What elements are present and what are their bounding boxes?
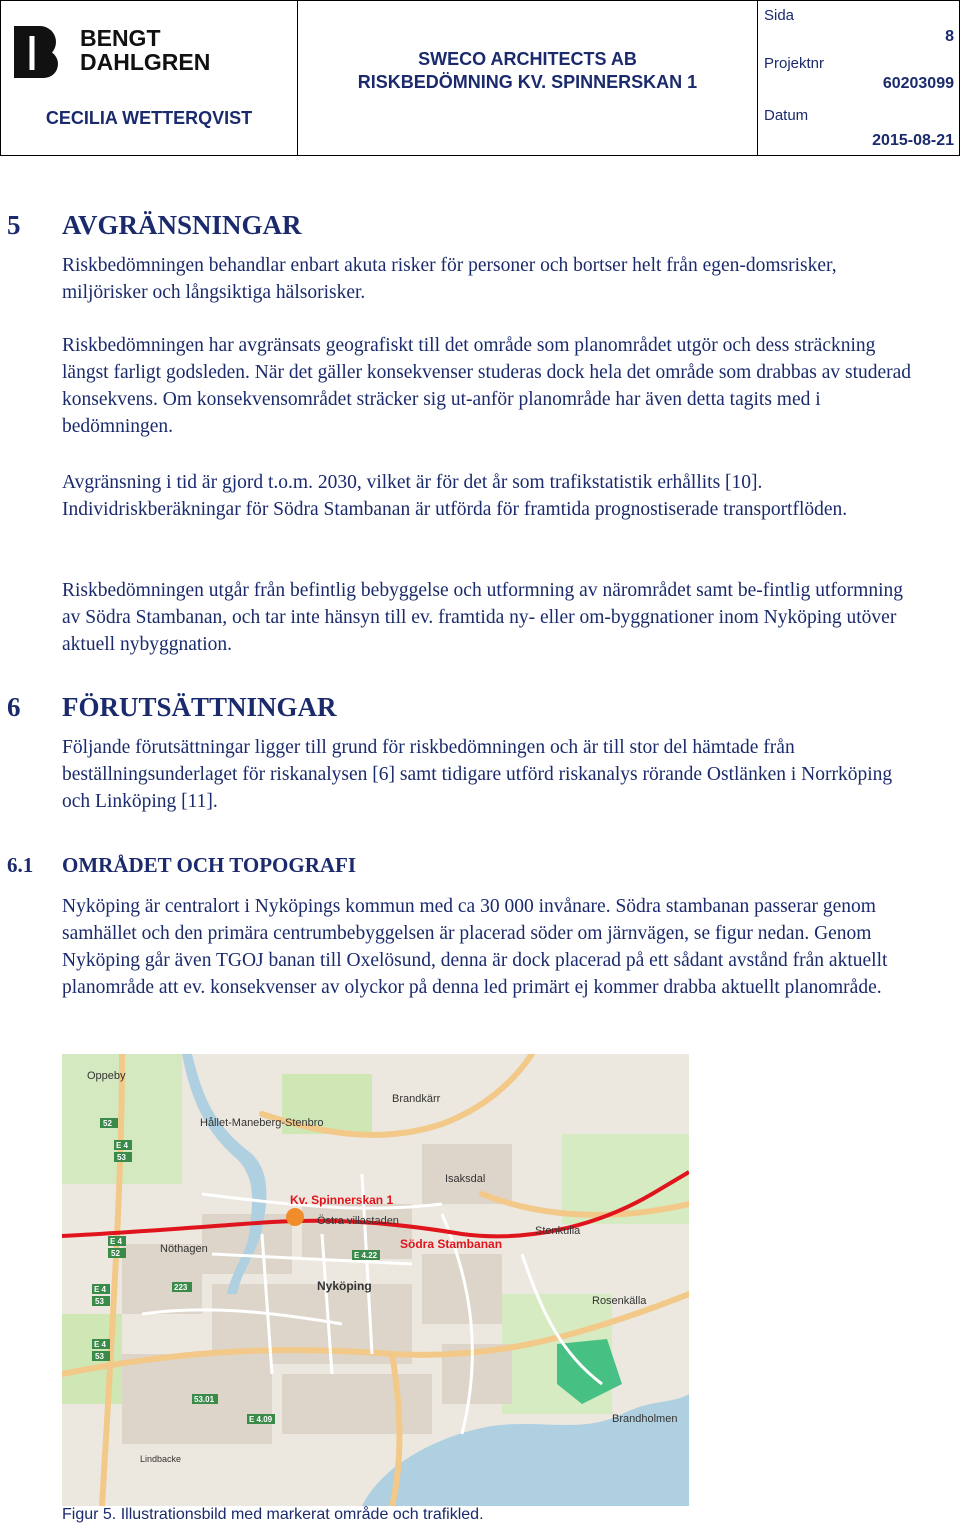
logo-line-1: BENGT — [80, 25, 161, 51]
railway-label: Södra Stambanan — [400, 1237, 503, 1251]
project-title: RISKBEDÖMNING KV. SPINNERSKAN 1 — [357, 72, 698, 92]
place-label: Brandkärr — [392, 1093, 441, 1105]
project-number: 60203099 — [882, 75, 954, 92]
svg-text:E 4.22: E 4.22 — [354, 1251, 378, 1260]
svg-text:E 4: E 4 — [94, 1285, 107, 1294]
paragraph: Nyköping är centralort i Nyköpings kommun med ca 30 000 invånare. Södra stambanan passerar genom samhället och den primära centrumbebyggelsen är placerad söder om järnvägen, se figur nedan. Genom Nyköping går även TGOJ banan till Oxelösund, denna är dock placerad på ett sådant avstånd från aktuellt planområde att ev. konsekvenser av olyckor på denna led primärt ej kommer drabba aktuellt planområde. — [62, 896, 888, 998]
paragraph: Riskbedömningen har avgränsats geografiskt till det område som planområdet utgör och dess sträckning längst farligt godsleden. När det gäller konsekvenser studeras dock hela det område som drabbas av studerad konsekvens. Om konsekvensområdet sträcker sig ut-anför planområde har även detta tagits med i bedömningen. — [62, 335, 912, 437]
built-up-blocks — [122, 1144, 512, 1444]
section-title: FÖRUTSÄTTNINGAR — [62, 692, 337, 722]
place-label: Nyköping — [317, 1279, 372, 1293]
place-label: Hållet-Maneberg-Stenbro — [200, 1117, 324, 1129]
paragraph: Riskbedömningen utgår från befintlig bebyggelse och utformning av närområdet samt be-fintlig utformning av Södra Stambanan, och tar inte hänsyn till ev. framtida ny- eller om-byggnationer inom Nyköping utöver aktuell nybyggnation. — [62, 580, 904, 655]
svg-text:53: 53 — [117, 1153, 126, 1162]
svg-text:E 4: E 4 — [94, 1340, 107, 1349]
site-label: Kv. Spinnerskan 1 — [290, 1193, 394, 1207]
svg-text:E 4: E 4 — [116, 1141, 129, 1150]
map-figure — [62, 1054, 689, 1506]
section-title: OMRÅDET OCH TOPOGRAFI — [62, 853, 357, 877]
page-header — [0, 0, 960, 156]
section-number: 6.1 — [7, 853, 34, 877]
svg-text:223: 223 — [174, 1283, 188, 1292]
heading-section-5 — [7, 210, 302, 241]
place-label: Nöthagen — [160, 1243, 208, 1255]
svg-text:E 4: E 4 — [110, 1237, 123, 1246]
section-title: AVGRÄNSNINGAR — [62, 210, 302, 240]
site-marker-icon — [286, 1208, 304, 1226]
logo-text — [80, 26, 210, 74]
section-number: 5 — [7, 210, 21, 240]
svg-text:53.01: 53.01 — [194, 1395, 215, 1404]
place-label: Isaksdal — [445, 1173, 486, 1185]
header-title — [297, 48, 758, 94]
section-number: 6 — [7, 692, 21, 722]
page-label: Sida — [764, 7, 795, 24]
svg-text:E 4.09: E 4.09 — [249, 1415, 273, 1424]
figure-caption: Figur 5. Illustrationsbild med markerat område och trafikled. — [62, 1506, 484, 1523]
paragraph: Följande förutsättningar ligger till grund för riskbedömningen och är till stor del hämtade från beställningsunderlaget för riskanalysen [6] samt tidigare utförd riskanalys rörande Ostlänken i Norrköping och Linköping [11]. — [62, 737, 893, 812]
svg-text:53: 53 — [95, 1297, 104, 1306]
project-number-label: Projektnr — [764, 55, 825, 72]
place-label: Stenkulla — [535, 1225, 581, 1237]
page-number: 8 — [945, 28, 954, 45]
author-name: CECILIA WETTERQVIST — [45, 108, 253, 128]
logo-line-2: DAHLGREN — [80, 49, 211, 75]
bengt-dahlgren-logo-icon — [10, 22, 80, 82]
map-canvas — [62, 1054, 689, 1506]
svg-text:52: 52 — [111, 1249, 120, 1258]
place-label: Östra villastaden — [317, 1215, 399, 1227]
place-label: Oppeby — [87, 1070, 126, 1082]
heading-section-6 — [7, 692, 337, 723]
date-label: Datum — [764, 107, 809, 124]
svg-text:53: 53 — [95, 1352, 104, 1361]
paragraph: Avgränsning i tid är gjord t.o.m. 2030, vilket är för det år som trafikstatistik erhållits [10]. Individriskberäkningar för Södra Stambanan är utförda för framtida prognostiserade transportflöden. — [62, 472, 848, 520]
paragraph: Riskbedömningen behandlar enbart akuta risker för personer och bortser helt från egen-domsrisker, miljörisker och långsiktiga hälsorisker. — [62, 255, 837, 303]
date-value: 2015-08-21 — [872, 132, 954, 149]
place-label: Brandholmen — [612, 1413, 678, 1425]
place-label: Rosenkälla — [592, 1295, 647, 1307]
heading-section-6-1 — [7, 853, 356, 878]
company-name: SWECO ARCHITECTS AB — [418, 49, 637, 69]
svg-text:52: 52 — [103, 1119, 112, 1128]
place-label: Lindbacke — [140, 1454, 182, 1464]
